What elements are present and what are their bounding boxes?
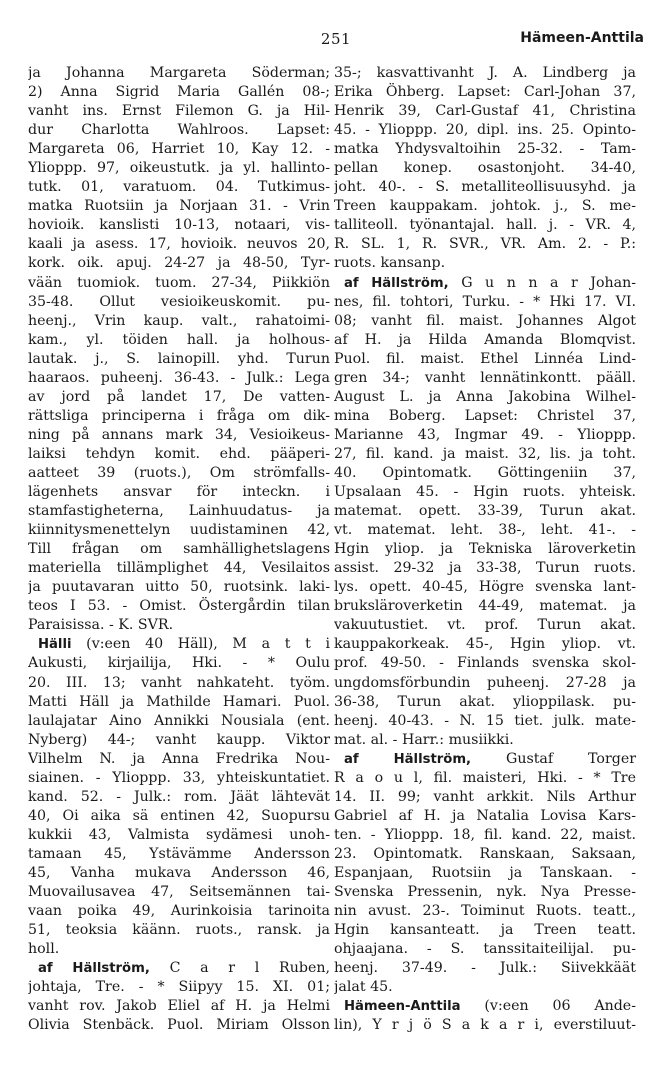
line-text: Muovailusavea 47, Seitsemännen tai- bbox=[28, 884, 330, 901]
text-line bbox=[334, 693, 636, 712]
text-line bbox=[334, 388, 636, 407]
line-text: materiella tillämplighet 44, Vesilaitos bbox=[28, 560, 330, 577]
line-text: Treen kauppakam. johtok. j., S. me- bbox=[334, 198, 636, 215]
line-text: ja Johanna Margareta Söderman; bbox=[28, 65, 330, 81]
text-line bbox=[334, 274, 636, 293]
text-line bbox=[28, 83, 330, 102]
line-text: Henrik 39, Carl-Gustaf 41, Christina bbox=[334, 103, 636, 120]
line-text: 45, Vanha mukava Andersson 46, bbox=[28, 864, 330, 881]
text-line bbox=[28, 997, 330, 1016]
text-line bbox=[28, 693, 330, 712]
line-text: 27, fil. kand. ja maist. 32, lis. ja toht. bbox=[334, 445, 636, 462]
text-line bbox=[28, 293, 330, 312]
line-text: 40. Opintomatk. Göttingeniin 37, bbox=[334, 464, 636, 481]
line-text: (v:een 06 Ande- bbox=[460, 998, 636, 1015]
text-line bbox=[334, 788, 636, 807]
text-line bbox=[28, 902, 330, 921]
line-text: ohjaajana. - S. tanssitaiteilijal. pu- bbox=[334, 941, 636, 958]
line-text: holl. bbox=[28, 941, 60, 958]
line-text: R. SL. 1, R. SVR., VR. Am. 2. - P.: bbox=[334, 236, 636, 253]
text-line bbox=[28, 769, 330, 788]
text-line bbox=[28, 502, 330, 521]
text-line bbox=[334, 502, 636, 521]
text-line bbox=[28, 254, 330, 273]
line-text: stamfastigheterna, Lainhuudatus- ja bbox=[28, 503, 330, 520]
text-line bbox=[334, 959, 636, 978]
text-line bbox=[334, 140, 636, 159]
text-line bbox=[28, 1016, 330, 1035]
text-line bbox=[28, 407, 330, 426]
line-text: Upsalaan 45. - Hgin ruots. yhteisk. bbox=[334, 484, 636, 501]
text-line bbox=[334, 102, 636, 121]
line-text: joht. 40-. - S. metalliteollisuusyhd. ja bbox=[334, 179, 636, 196]
line-text: nin avust. 23-. Toiminut Ruots. teatt., bbox=[334, 903, 636, 920]
line-text: aatteet 39 (ruots.), Om strömfalls- bbox=[28, 464, 330, 481]
line-text: Gabriel af H. ja Natalia Lovisa Kars- bbox=[334, 807, 636, 824]
text-line bbox=[28, 350, 330, 369]
line-text: kukkii 43, Valmista sydämesi unoh- bbox=[28, 826, 330, 843]
line-text: Nyberg) 44-; vanht kaupp. Viktor bbox=[28, 731, 330, 748]
text-line bbox=[28, 140, 330, 159]
line-text: siainen. - Ylioppp. 33, yhteiskuntatiet. bbox=[28, 769, 330, 786]
line-text: Aukusti, kirjailija, Hki. - * Oulu bbox=[28, 655, 330, 672]
text-line bbox=[334, 940, 636, 959]
text-line bbox=[334, 845, 636, 864]
line-text: heenj. 40-43. - N. 15 tiet. julk. mate- bbox=[334, 712, 636, 729]
text-line bbox=[28, 959, 330, 978]
text-line bbox=[28, 540, 330, 559]
line-text: R a o u l, fil. maisteri, Hki. - * Tre bbox=[334, 769, 636, 786]
line-text: vään tuomiok. tuom. 27-34, Piikkiön bbox=[28, 274, 330, 291]
line-text: haaraos. puheenj. 36-43. - Julk.: Lega bbox=[28, 369, 330, 386]
text-line bbox=[334, 712, 636, 731]
text-line bbox=[334, 121, 636, 140]
text-line bbox=[334, 312, 636, 331]
line-text: Paraisissa. - K. SVR. bbox=[28, 617, 174, 634]
line-text: 40, Oi aika sä entinen 42, Suopursu bbox=[28, 807, 330, 824]
line-text: heenj., Vrin kaup. valt., rahatoimi- bbox=[28, 312, 330, 329]
text-line bbox=[28, 635, 330, 654]
text-line bbox=[334, 426, 636, 445]
text-line bbox=[334, 235, 636, 254]
line-text: Hgin yliop. ja Tekniska läroverketin bbox=[334, 541, 636, 558]
right-column bbox=[334, 64, 636, 1035]
line-text: 45. - Ylioppp. 20, dipl. ins. 25. Opinto- bbox=[334, 122, 636, 139]
line-text: bruksläroverketin 44-49, matemat. ja bbox=[334, 598, 636, 615]
text-line bbox=[28, 788, 330, 807]
text-line bbox=[28, 102, 330, 121]
line-text: ten. - Ylioppp. 18, fil. kand. 22, maist. bbox=[334, 826, 636, 843]
line-text: Espanjaan, Ruotsiin ja Tanskaan. - bbox=[334, 864, 636, 881]
line-text: nes, fil. tohtori, Turku. - * Hki 17. VI. bbox=[334, 293, 636, 310]
line-text: av jord på landet 17, De vatten- bbox=[28, 388, 330, 405]
text-line bbox=[28, 369, 330, 388]
text-line bbox=[28, 921, 330, 940]
line-text: mina Boberg. Lapset: Christel 37, bbox=[334, 407, 636, 424]
text-line bbox=[28, 445, 330, 464]
text-line bbox=[334, 597, 636, 616]
text-line bbox=[334, 635, 636, 654]
text-line bbox=[334, 674, 636, 693]
text-line bbox=[28, 216, 330, 235]
line-text: ruots. kansanp. bbox=[334, 255, 446, 272]
line-text: vanht ins. Ernst Filemon G. ja Hil- bbox=[28, 103, 330, 120]
text-line bbox=[334, 293, 636, 312]
line-text: pellan konep. osastonjoht. 34-40, bbox=[334, 160, 636, 177]
line-text: 14. II. 99; vanht arkkit. Nils Arthur bbox=[334, 788, 636, 805]
line-text: ungdomsförbundin puheenj. 27-28 ja bbox=[334, 674, 636, 691]
line-text: Till frågan om samhällighetslagens bbox=[28, 541, 330, 558]
text-line bbox=[334, 216, 636, 235]
line-text: Svenska Pressenin, nyk. Nya Presse- bbox=[334, 884, 636, 901]
line-text: kaali ja asess. 17, hovioik. neuvos 20, bbox=[28, 236, 330, 253]
text-line bbox=[334, 197, 636, 216]
text-line bbox=[28, 845, 330, 864]
line-text: lys. opett. 40-45, Högre svenska lant- bbox=[334, 579, 636, 596]
line-text: Vilhelm N. ja Anna Fredrika Nou- bbox=[28, 750, 330, 767]
text-line bbox=[334, 769, 636, 788]
text-line bbox=[28, 274, 330, 293]
text-line bbox=[334, 64, 636, 83]
text-line bbox=[334, 540, 636, 559]
text-line bbox=[334, 750, 636, 769]
text-line bbox=[28, 521, 330, 540]
line-text: prof. 49-50. - Finlands svenska skol- bbox=[334, 655, 636, 672]
page-number: 251 bbox=[320, 30, 352, 48]
line-text: 51, teoksia käänn. ruots., ransk. ja bbox=[28, 922, 330, 939]
text-line bbox=[334, 83, 636, 102]
text-line bbox=[28, 197, 330, 216]
line-text: vanht rov. Jakob Eliel af H. ja Helmi bbox=[28, 998, 330, 1015]
text-line bbox=[334, 997, 636, 1016]
line-text: Matti Häll ja Mathilde Hamari. Puol. bbox=[28, 693, 330, 710]
line-text: Erika Öhberg. Lapset: Carl-Johan 37, bbox=[334, 84, 636, 101]
text-line bbox=[28, 121, 330, 140]
text-line bbox=[334, 826, 636, 845]
left-column bbox=[28, 64, 330, 1035]
text-line bbox=[334, 483, 636, 502]
line-text: kam., yl. töiden hall. ja holhous- bbox=[28, 331, 330, 348]
line-text: kork. oik. apuj. 24-27 ja 48-50, Tyr- bbox=[28, 255, 330, 272]
line-text: Ylioppp. 97, oikeustutk. ja yl. hallinto- bbox=[28, 160, 330, 177]
text-line bbox=[28, 978, 330, 997]
text-line bbox=[28, 674, 330, 693]
line-text: matemat. opett. 33-39, Turun akat. bbox=[334, 503, 636, 520]
line-text: kauppakorkeak. 45-, Hgin yliop. vt. bbox=[334, 636, 636, 653]
line-text: talliteoll. työnantajal. hall. j. - VR. 4, bbox=[334, 217, 636, 234]
text-line bbox=[28, 940, 330, 959]
line-text: vt. matemat. leht. 38-, leht. 41-. - bbox=[334, 522, 636, 539]
text-line bbox=[334, 407, 636, 426]
text-line bbox=[334, 616, 636, 635]
line-text: laulajatar Aino Annikki Nousiala (ent. bbox=[28, 712, 330, 729]
text-line bbox=[334, 521, 636, 540]
line-text: August L. ja Anna Jakobina Wilhel- bbox=[334, 388, 636, 405]
text-line bbox=[28, 235, 330, 254]
text-line bbox=[28, 616, 330, 635]
text-line bbox=[28, 864, 330, 883]
text-line bbox=[334, 331, 636, 350]
line-text: tamaan 45, Ystävämme Andersson bbox=[28, 845, 330, 862]
line-text: heenj. 37-49. - Julk.: Siivekkäät bbox=[334, 960, 636, 977]
text-line bbox=[334, 445, 636, 464]
text-line bbox=[334, 978, 636, 997]
text-line bbox=[28, 483, 330, 502]
line-text: 36-38, Turun akat. ylioppilask. pu- bbox=[334, 693, 636, 710]
line-text: 20. III. 13; vanht nahkateht. työm. bbox=[28, 674, 330, 691]
text-line bbox=[334, 178, 636, 197]
running-head: Hämeen-Anttila bbox=[520, 30, 644, 46]
text-line bbox=[28, 826, 330, 845]
line-text: Gustaf Torger bbox=[471, 750, 636, 767]
line-text: mat. al. - Harr.: musiikki. bbox=[334, 731, 514, 748]
text-line bbox=[334, 807, 636, 826]
text-line bbox=[334, 254, 636, 273]
line-text: teos I 53. - Omist. Östergårdin tilan bbox=[28, 598, 330, 615]
line-text: gren 34-; vanht lennätinkontt. pääll. bbox=[334, 369, 636, 386]
entry-name: Hämeen-Anttila bbox=[344, 999, 461, 1015]
text-line bbox=[28, 578, 330, 597]
line-text: 23. Opintomatk. Ranskaan, Saksaan, bbox=[334, 845, 636, 862]
line-text: hovioik. kanslisti 10-13, notaari, vis- bbox=[28, 217, 330, 234]
text-line bbox=[334, 654, 636, 673]
text-line bbox=[28, 597, 330, 616]
line-text: ning på annans mark 34, Vesioikeus- bbox=[28, 426, 330, 443]
line-text: tutk. 01, varatuom. 04. Tutkimus- bbox=[28, 179, 330, 196]
text-line bbox=[334, 350, 636, 369]
line-text: G u n n a r Johan- bbox=[448, 274, 636, 291]
line-text: assist. 29-32 ja 33-38, Turun ruots. bbox=[334, 560, 636, 577]
text-line bbox=[28, 654, 330, 673]
line-text: jalat 45. bbox=[334, 979, 393, 996]
line-text: Hgin kansanteatt. ja Treen teatt. bbox=[334, 922, 636, 939]
text-line bbox=[28, 426, 330, 445]
line-text: 08; vanht fil. maist. Johannes Algot bbox=[334, 312, 636, 329]
line-text: Margareta 06, Harriet 10, Kay 12. - bbox=[28, 141, 330, 158]
text-line bbox=[28, 712, 330, 731]
entry-name: Hälli bbox=[38, 637, 72, 653]
text-line bbox=[28, 731, 330, 750]
line-text: kiinnitysmenettelyn uudistaminen 42, bbox=[28, 522, 330, 539]
line-text: ja puutavaran uitto 50, ruotsink. laki- bbox=[28, 579, 330, 596]
line-text: 35-; kasvattivanht J. A. Lindberg ja bbox=[334, 65, 636, 81]
line-text: laiksi tehdyn komit. ehd. pääperi- bbox=[28, 445, 330, 462]
line-text: vaan poika 49, Aurinkoisia tarinoita bbox=[28, 903, 330, 920]
line-text: 2) Anna Sigrid Maria Gallén 08-; bbox=[28, 84, 330, 101]
line-text: 35-48. Ollut vesioikeuskomit. pu- bbox=[28, 293, 330, 310]
text-line bbox=[28, 178, 330, 197]
text-line bbox=[334, 1016, 636, 1035]
line-text: dur Charlotta Wahlroos. Lapset: bbox=[28, 122, 330, 139]
line-text: C a r l Ruben, bbox=[149, 960, 330, 977]
line-text: Puol. fil. maist. Ethel Linnéa Lind- bbox=[334, 350, 636, 367]
line-text: Marianne 43, Ingmar 49. - Ylioppp. bbox=[334, 426, 636, 443]
text-line bbox=[28, 312, 330, 331]
text-line bbox=[334, 902, 636, 921]
line-text: johtaja, Tre. - * Siipyy 15. XI. 01; bbox=[28, 979, 330, 996]
line-text: af H. ja Hilda Amanda Blomqvist. bbox=[334, 331, 636, 348]
text-line bbox=[334, 159, 636, 178]
line-text: (v:een 40 Häll), M a t t i bbox=[71, 636, 330, 653]
text-line bbox=[334, 883, 636, 902]
text-line bbox=[334, 464, 636, 483]
text-line bbox=[28, 883, 330, 902]
entry-name: af Hällström, bbox=[344, 751, 472, 767]
line-text: vakuutustiet. vt. prof. Turun akat. bbox=[334, 617, 636, 634]
text-line bbox=[28, 464, 330, 483]
text-line bbox=[28, 559, 330, 578]
text-line bbox=[334, 369, 636, 388]
line-text: lägenhets ansvar för inteckn. i bbox=[28, 484, 330, 501]
line-text: matka Ruotsiin ja Norjaan 31. - Vrin bbox=[28, 198, 330, 215]
line-text: Olivia Stenbäck. Puol. Miriam Olsson bbox=[28, 1017, 330, 1034]
text-line bbox=[28, 64, 330, 83]
text-line bbox=[334, 921, 636, 940]
text-line bbox=[334, 864, 636, 883]
line-text: lautak. j., S. lainopill. yhd. Turun bbox=[28, 350, 330, 367]
text-line bbox=[334, 559, 636, 578]
line-text: kand. 52. - Julk.: rom. Jäät lähtevät bbox=[28, 788, 330, 805]
entry-name: af Hällström, bbox=[344, 275, 449, 291]
text-line bbox=[28, 388, 330, 407]
text-line bbox=[334, 731, 636, 750]
text-line bbox=[28, 159, 330, 178]
line-text: lin), Y r j ö S a k a r i, everstiluut- bbox=[334, 1017, 636, 1034]
text-line bbox=[28, 807, 330, 826]
text-line bbox=[334, 578, 636, 597]
text-line bbox=[28, 750, 330, 769]
entry-name: af Hällström, bbox=[38, 961, 150, 977]
line-text: matka Yhdysvaltoihin 25-32. - Tam- bbox=[334, 141, 636, 158]
line-text: rättsliga principerna i fråga om dik- bbox=[28, 407, 330, 424]
text-line bbox=[28, 331, 330, 350]
